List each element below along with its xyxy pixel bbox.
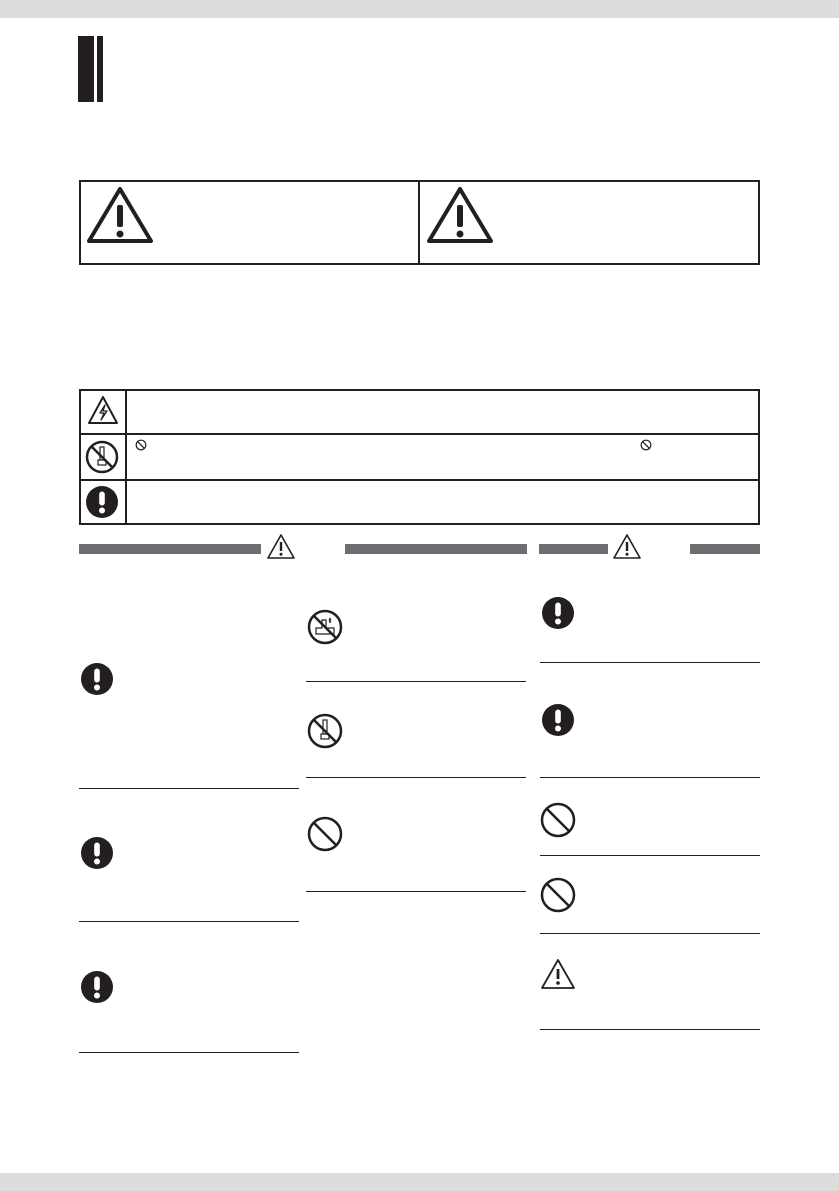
do-not-disassemble-icon	[84, 439, 120, 475]
prohibition-small-icon	[135, 439, 147, 451]
item-divider	[79, 921, 299, 922]
warning-header-bar	[79, 544, 261, 554]
symbols-row-separator	[79, 433, 760, 435]
caution-triangle-icon	[612, 533, 642, 560]
symbols-row-separator	[79, 479, 760, 481]
warning-triangle-icon	[266, 533, 296, 560]
prohibition-icon	[306, 815, 344, 853]
electric-shock-triangle-icon	[87, 394, 119, 426]
item-divider	[540, 855, 760, 856]
prohibition-icon	[539, 876, 577, 914]
item-divider	[540, 777, 760, 778]
table-divider	[418, 180, 420, 265]
mandatory-action-icon	[80, 970, 114, 1004]
mandatory-action-icon	[80, 662, 114, 696]
manual-page	[0, 18, 839, 1173]
item-divider	[79, 788, 299, 789]
caution-triangle-icon	[540, 957, 576, 991]
item-divider	[306, 891, 526, 892]
symbols-table-divider	[125, 389, 127, 525]
item-divider	[79, 1052, 299, 1053]
item-divider	[540, 662, 760, 663]
item-divider	[306, 777, 526, 778]
mandatory-action-icon	[85, 485, 119, 519]
item-divider	[306, 681, 526, 682]
caution-header-bar	[539, 544, 608, 554]
do-not-disassemble-icon	[306, 712, 344, 750]
prohibition-icon	[539, 801, 577, 839]
mandatory-action-icon	[541, 596, 575, 630]
item-divider	[540, 933, 760, 934]
caution-triangle-icon	[425, 185, 495, 245]
caution-header-bar	[690, 544, 760, 554]
do-not-touch-with-wet-hands-icon	[306, 608, 344, 646]
item-divider	[540, 1029, 760, 1030]
warning-triangle-icon	[85, 185, 155, 245]
section-title-bar-icon	[78, 36, 103, 102]
prohibition-small-icon	[640, 439, 652, 451]
mandatory-action-icon	[80, 836, 114, 870]
warning-header-bar	[345, 544, 527, 554]
symbols-table	[79, 389, 760, 525]
mandatory-action-icon	[541, 703, 575, 737]
